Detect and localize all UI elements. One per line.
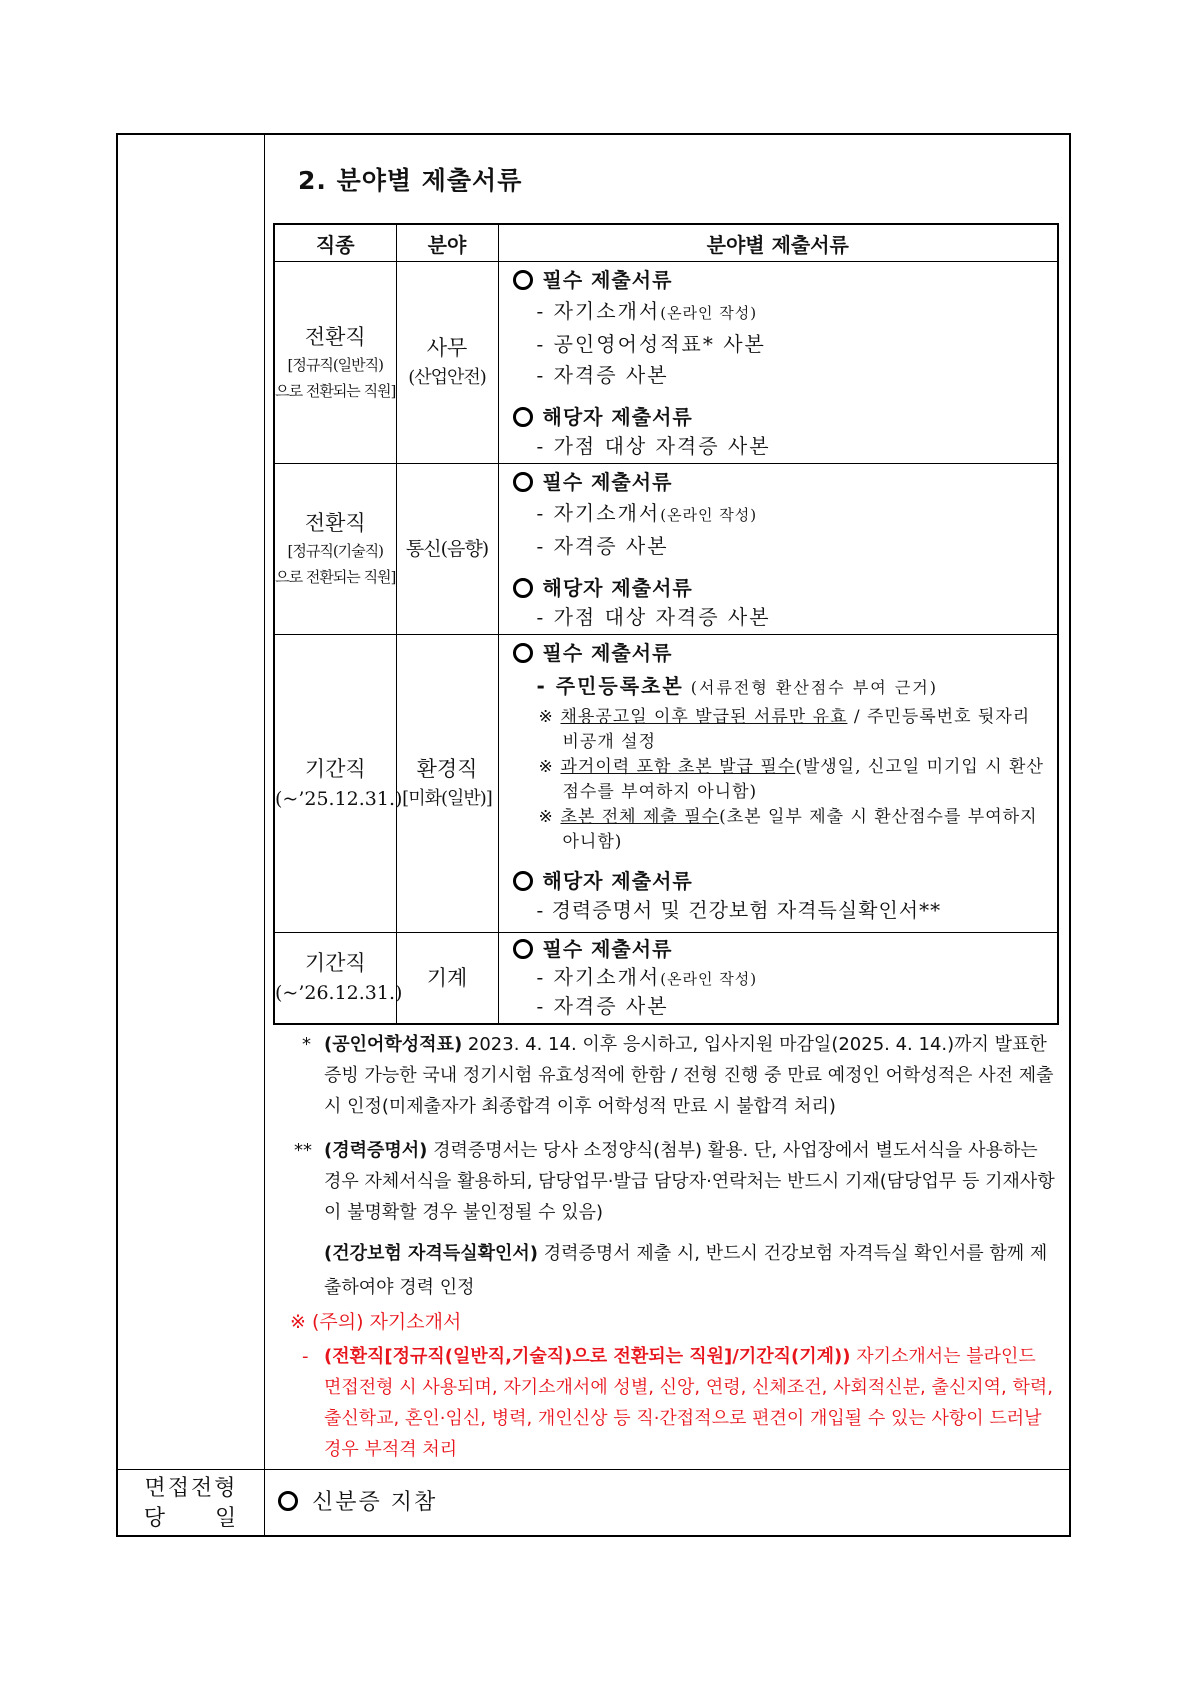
item-note: (온라인 작성)	[660, 304, 758, 322]
required-heading	[513, 637, 1052, 669]
item-text: - 자기소개서	[536, 501, 661, 525]
docs-cell	[498, 464, 1058, 635]
list-item: - 가점 대상 자격증 사본	[536, 605, 771, 629]
job-cell	[274, 464, 396, 635]
circle-bullet-icon	[513, 871, 533, 891]
item-text: - 주민등록초본	[536, 674, 684, 698]
field-note: (산업안전)	[408, 366, 486, 388]
footnote-title: (공인어학성적표)	[324, 1034, 463, 1055]
caution-target: (전환직[정규직(일반직,기술직)으로 전환되는 직원]/기간직(기계))	[324, 1346, 851, 1367]
job-name: 전환직	[304, 324, 366, 349]
item-note: (서류전형 환산점수 부여 근거)	[683, 678, 938, 697]
caution-body	[302, 1341, 1058, 1465]
left-column-divider	[264, 135, 265, 1535]
job-name: 기간직	[304, 951, 366, 975]
footnote-text: 경력증명서는 당사 소정양식(첨부) 활용. 단, 사업장에서 별도서식을 사용하는 경우 자체서식을 활용하되, 담당업무·발급 담당자·연락처는 반드시 기재(담당업무 등 기재사항이 불명확할 경우 불인정될 수 있음)	[324, 1140, 1055, 1223]
list-item	[513, 669, 1052, 705]
note-item	[513, 705, 1052, 755]
required-heading-text: 필수 제출서류	[542, 470, 673, 494]
required-heading	[513, 466, 1052, 498]
note-text: (발생일, 신고일 미기입 시 환산점수를 부여하지 아니함)	[562, 757, 1044, 802]
circle-bullet-icon	[513, 407, 533, 427]
document-frame	[116, 133, 1071, 1537]
note-underlined: 채용공고일 이후 발급된 서류만 유효	[560, 707, 848, 727]
interview-label-line: 당 일	[143, 1506, 239, 1531]
item-text: - 자기소개서	[536, 965, 661, 989]
field-name: 통신(음향)	[405, 538, 489, 560]
applicable-heading-text: 해당자 제출서류	[542, 405, 693, 429]
required-heading	[513, 935, 1052, 963]
docs-cell	[498, 262, 1058, 464]
header-docs: 분야별 제출서류	[498, 224, 1058, 262]
required-heading-text: 필수 제출서류	[542, 937, 673, 961]
required-heading	[513, 264, 1052, 296]
note-underlined: 과거이력 포함 초본 발급 필수	[560, 757, 796, 777]
note-item	[513, 755, 1052, 805]
job-note: [정규직(기술직)	[287, 542, 383, 560]
job-cell	[274, 262, 396, 464]
interview-label	[118, 1470, 264, 1538]
list-item: - 경력증명서 및 건강보험 자격득실확인서**	[536, 898, 942, 922]
footnote-insurance	[324, 1237, 1058, 1305]
header-field: 분야	[396, 224, 498, 262]
field-note: [미화(일반)]	[402, 787, 492, 809]
note-item	[513, 805, 1052, 855]
docs-cell	[498, 933, 1058, 1025]
documents-table	[273, 223, 1059, 1025]
footnote-mark: *	[302, 1034, 311, 1055]
footnote-text: 2023. 4. 14. 이후 응시하고, 입사지원 마감일(2025. 4. 14.)까지 발표한 증빙 가능한 국내 정기시험 유효성적에 한함 / 전형 진행 중 만료 예정인 어학성적은 사전 제출 시 인정(미제출자가 최종합격 이후 어학성적 만료 시 불합격 처리)	[324, 1034, 1054, 1117]
job-note: 으로 전환되는 직원]	[275, 381, 396, 400]
interview-item	[278, 1485, 437, 1516]
applicable-heading	[513, 865, 1052, 897]
footnote-text: 경력증명서 제출 시, 반드시 건강보험 자격득실 확인서를 함께 제출하여야 경력 인정	[324, 1243, 1048, 1298]
circle-bullet-icon	[513, 578, 533, 598]
item-text: - 자기소개서	[536, 299, 661, 323]
list-item: - 가점 대상 자격증 사본	[536, 434, 771, 458]
field-cell	[396, 635, 498, 933]
field-cell	[396, 262, 498, 464]
table-row	[274, 933, 1058, 1025]
footnote-mark: **	[294, 1140, 312, 1161]
footnote-language	[302, 1029, 1058, 1122]
caution-dash: -	[302, 1346, 309, 1367]
header-job: 직종	[274, 224, 396, 262]
field-cell	[396, 464, 498, 635]
circle-bullet-icon	[513, 643, 533, 663]
list-item: - 공인영어성적표* 사본	[536, 332, 766, 356]
applicable-heading	[513, 572, 1052, 604]
job-cell	[274, 933, 403, 1025]
note-mark: ※	[538, 807, 554, 827]
note-underlined: 초본 전체 제출 필수	[560, 807, 720, 827]
table-row	[274, 464, 1058, 635]
required-heading-text: 필수 제출서류	[542, 641, 673, 665]
circle-bullet-icon	[513, 270, 533, 290]
list-item	[513, 963, 1052, 993]
job-name: 전환직	[304, 511, 366, 535]
job-note: 으로 전환되는 직원]	[275, 568, 396, 586]
note-mark: ※	[538, 757, 554, 777]
footnote-title: (경력증명서)	[324, 1140, 428, 1161]
job-note: [정규직(일반직)	[287, 355, 383, 374]
list-item	[513, 296, 1052, 329]
section-title: 2. 분야별 제출서류	[298, 166, 523, 195]
interview-item-text: 신분증 지참	[312, 1490, 438, 1515]
job-cell	[274, 635, 403, 933]
interview-label-line: 면접전형	[144, 1476, 238, 1501]
item-note: (온라인 작성)	[660, 506, 758, 524]
circle-bullet-icon	[278, 1491, 298, 1511]
job-name: 기간직	[304, 756, 366, 781]
job-period: (~’25.12.31.)	[275, 787, 403, 810]
circle-bullet-icon	[513, 472, 533, 492]
table-row	[274, 262, 1058, 464]
field-cell	[396, 933, 498, 1025]
required-heading-text: 필수 제출서류	[542, 268, 673, 292]
list-item: - 자격증 사본	[536, 534, 669, 558]
note-text: / 주민등록번호 뒷자리 비공개 설정	[562, 707, 1031, 752]
footnote-career	[294, 1135, 1058, 1228]
field-name: 환경직	[416, 756, 478, 781]
footnote-title: (건강보험 자격득실확인서)	[324, 1243, 538, 1264]
note-mark: ※	[538, 707, 554, 727]
item-note: (온라인 작성)	[660, 970, 758, 988]
applicable-heading-text: 해당자 제출서류	[542, 869, 693, 893]
field-name: 사무	[426, 335, 468, 360]
job-period: (~’26.12.31.)	[275, 982, 403, 1004]
list-item: - 자격증 사본	[536, 994, 669, 1018]
table-row	[274, 635, 1058, 933]
applicable-heading-text: 해당자 제출서류	[542, 576, 693, 600]
list-item	[513, 498, 1052, 531]
caution-title: ※ (주의) 자기소개서	[290, 1311, 462, 1333]
note-text: (초본 일부 제출 시 환산점수를 부여하지 아니함)	[562, 807, 1038, 852]
table-header-row	[274, 224, 1058, 262]
caution-text: 자기소개서는 블라인드 면접전형 시 사용되며, 자기소개서에 성별, 신앙, 연령, 신체조건, 사회적신분, 출신지역, 학력, 출신학교, 혼인·임신, 병력, 개인신상 등 직·간접적으로 편견이 개입될 수 있는 사항이 드러날 경우 부적격 처리	[324, 1346, 1053, 1460]
docs-cell	[498, 635, 1058, 933]
list-item: - 자격증 사본	[536, 363, 669, 387]
applicable-heading	[513, 401, 1052, 433]
field-name: 기계	[426, 966, 468, 990]
circle-bullet-icon	[513, 939, 533, 959]
